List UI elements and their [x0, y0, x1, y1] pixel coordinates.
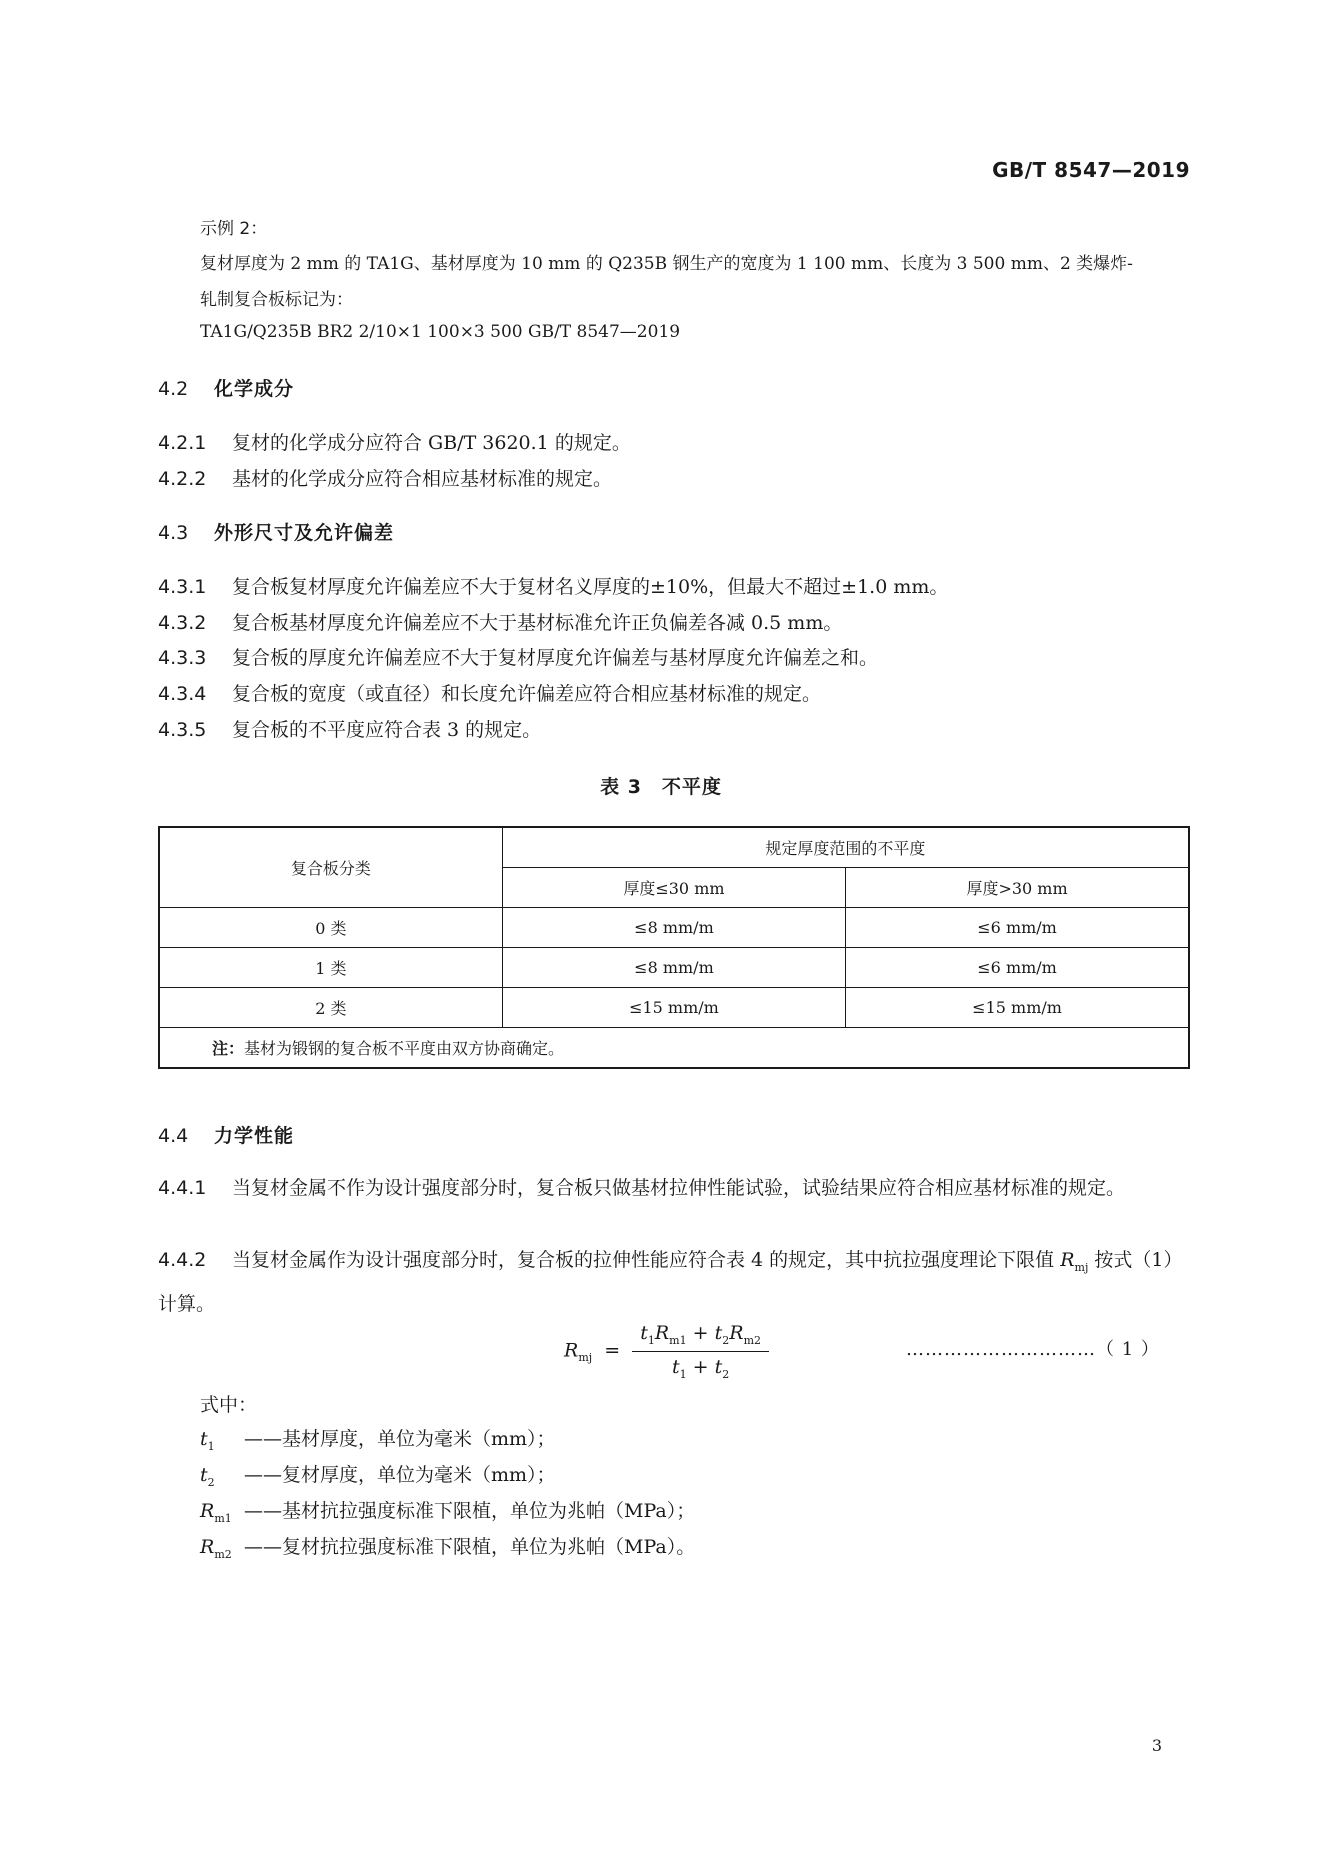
var-rm1: R: [654, 1322, 670, 1344]
def-symbol: t: [200, 1464, 208, 1486]
section-title: 化学成分: [214, 378, 295, 400]
header-class: 复合板分类: [159, 827, 502, 908]
section-title: 力学性能: [214, 1125, 295, 1147]
def-symbol: t: [200, 1428, 208, 1450]
example-line-1: 复材厚度为 2 mm 的 TA1G、基材厚度为 10 mm 的 Q235B 钢生产的宽度为 1 100 mm、长度为 3 500 mm、2 类爆炸-: [200, 254, 1133, 274]
symbol-subscript: mj: [1074, 1260, 1089, 1274]
def-text: ——基材厚度，单位为毫米（mm）；: [244, 1428, 556, 1450]
clause-number: 4.3.2: [158, 612, 207, 634]
clause-text: 复材的化学成分应符合 GB/T 3620.1 的规定。: [232, 432, 631, 454]
table-header-row: [159, 827, 1189, 868]
section-number: 4.3: [158, 522, 189, 544]
note-text: 基材为锻钢的复合板不平度由双方协商确定。: [244, 1039, 565, 1058]
plus-sign: +: [692, 1355, 709, 1378]
formula-numerator: [632, 1322, 769, 1352]
def-symbol: R: [200, 1500, 215, 1522]
formula-fraction: [632, 1322, 769, 1381]
def-text: ——基材抗拉强度标准下限植，单位为兆帕（MPa）；: [244, 1500, 696, 1522]
clause-4-4-1: [158, 1170, 1190, 1206]
var-t1: t: [640, 1322, 648, 1344]
sub: 1: [679, 1367, 687, 1381]
section-number: 4.2: [158, 378, 189, 400]
example-line-3: TA1G/Q235B BR2 2/10×1 100×3 500 GB/T 8547—2019: [200, 322, 681, 342]
sub: 1: [647, 1333, 655, 1347]
standard-code: GB/T 8547—2019: [992, 158, 1190, 182]
clause-number: 4.4.1: [158, 1177, 207, 1199]
cell-thick: ≤6 mm/m: [846, 908, 1189, 948]
def-sub: 2: [207, 1475, 215, 1489]
clause-number: 4.3.4: [158, 683, 207, 705]
clause-number: 4.2.1: [158, 432, 207, 454]
clause-4-2-2: [158, 464, 612, 491]
clause-text: 复合板的不平度应符合表 3 的规定。: [232, 719, 542, 741]
clause-text: 当复材金属不作为设计强度部分时，复合板只做基材拉伸性能试验，试验结果应符合相应基材标准的规定。: [232, 1177, 1126, 1199]
clause-text: 复合板复材厚度允许偏差应不大于复材名义厚度的±10%，但最大不超过±1.0 mm。: [232, 576, 949, 598]
definition-rm2: [200, 1532, 695, 1561]
definition-t2: [200, 1460, 556, 1489]
table-row: [159, 988, 1189, 1028]
symbol-r: R: [1060, 1249, 1075, 1271]
plus-sign: +: [692, 1322, 709, 1344]
clause-number: 4.3.3: [158, 647, 207, 669]
sub: 2: [722, 1333, 730, 1347]
clause-text: 复合板基材厚度允许偏差应不大于基材标准允许正负偏差各减 0.5 mm。: [232, 612, 843, 634]
header-thick: 厚度>30 mm: [846, 868, 1189, 908]
header-thin: 厚度≤30 mm: [502, 868, 845, 908]
formula-denominator: [632, 1352, 769, 1381]
clause-4-3-4: [158, 679, 821, 706]
table-note-row: [159, 1028, 1189, 1069]
clause-4-3-1: [158, 572, 948, 599]
equation-number: …………………………（ 1 ）: [906, 1339, 1160, 1360]
cell-thin: ≤15 mm/m: [502, 988, 845, 1028]
def-text: ——复材抗拉强度标准下限植，单位为兆帕（MPa）。: [244, 1536, 696, 1558]
cell-thin: ≤8 mm/m: [502, 948, 845, 988]
table-note: [159, 1028, 1189, 1069]
var-t1: t: [671, 1355, 680, 1378]
where-label: 式中：: [200, 1394, 258, 1416]
clause-4-3-3: [158, 643, 878, 670]
example-line-2: 轧制复合板标记为：: [200, 290, 353, 310]
clause-text: 复合板的厚度允许偏差应不大于复材厚度允许偏差与基材厚度允许偏差之和。: [232, 647, 879, 669]
definition-t1: [200, 1424, 556, 1453]
note-label: 注：: [212, 1039, 245, 1058]
clause-number: 4.3.5: [158, 719, 207, 741]
flatness-table: [158, 826, 1190, 1069]
page-number: 3: [1151, 1736, 1162, 1755]
cell-thick: ≤6 mm/m: [846, 948, 1189, 988]
def-sub: m2: [214, 1547, 232, 1561]
header-group: 规定厚度范围的不平度: [502, 827, 1189, 868]
clause-text: 基材的化学成分应符合相应基材标准的规定。: [232, 468, 613, 490]
clause-4-4-2: [158, 1242, 1190, 1322]
sub: 2: [722, 1367, 730, 1381]
table-row: [159, 908, 1189, 948]
clause-text: 当复材金属作为设计强度部分时，复合板的拉伸性能应符合表 4 的规定，其中抗拉强度理论下限值: [232, 1249, 1061, 1271]
section-4-2-heading: [158, 374, 294, 401]
clause-number: 4.4.2: [158, 1249, 207, 1271]
def-symbol: R: [200, 1536, 215, 1558]
clause-text: 复合板的宽度（或直径）和长度允许偏差应符合相应基材标准的规定。: [232, 683, 822, 705]
cell-thick: ≤15 mm/m: [846, 988, 1189, 1028]
cell-class: 0 类: [159, 908, 502, 948]
def-sub: 1: [207, 1439, 215, 1453]
definition-rm1: [200, 1496, 695, 1525]
formula-lhs-sub: mj: [578, 1351, 593, 1365]
cell-class: 2 类: [159, 988, 502, 1028]
section-4-4-heading: [158, 1121, 294, 1148]
example-label: 示例 2：: [200, 219, 268, 239]
cell-class: 1 类: [159, 948, 502, 988]
def-text: ——复材厚度，单位为毫米（mm）；: [244, 1464, 556, 1486]
formula-1: $R_{mj}$ = $\frac{t_1R_{m1} + t_2R_{m2}}{t_1 + t_2}$: [564, 1322, 769, 1381]
clause-text-end: 按式（1）计算。: [158, 1249, 1183, 1315]
sub: m1: [669, 1333, 687, 1347]
clause-4-3-2: [158, 608, 842, 635]
clause-number: 4.3.1: [158, 576, 207, 598]
var-t2: t: [714, 1355, 723, 1378]
clause-number: 4.2.2: [158, 468, 207, 490]
formula-lhs: R: [564, 1339, 579, 1362]
section-4-3-heading: [158, 518, 394, 545]
section-number: 4.4: [158, 1125, 189, 1147]
clause-4-2-1: [158, 428, 631, 455]
table-3-title: 表 3 不平度: [600, 776, 722, 798]
def-sub: m1: [214, 1511, 232, 1525]
cell-thin: ≤8 mm/m: [502, 908, 845, 948]
clause-4-3-5: [158, 715, 541, 742]
var-rm2: R: [729, 1322, 744, 1344]
table-row: [159, 948, 1189, 988]
sub: m2: [743, 1333, 762, 1347]
var-t2: t: [714, 1322, 723, 1344]
section-title: 外形尺寸及允许偏差: [214, 522, 395, 544]
